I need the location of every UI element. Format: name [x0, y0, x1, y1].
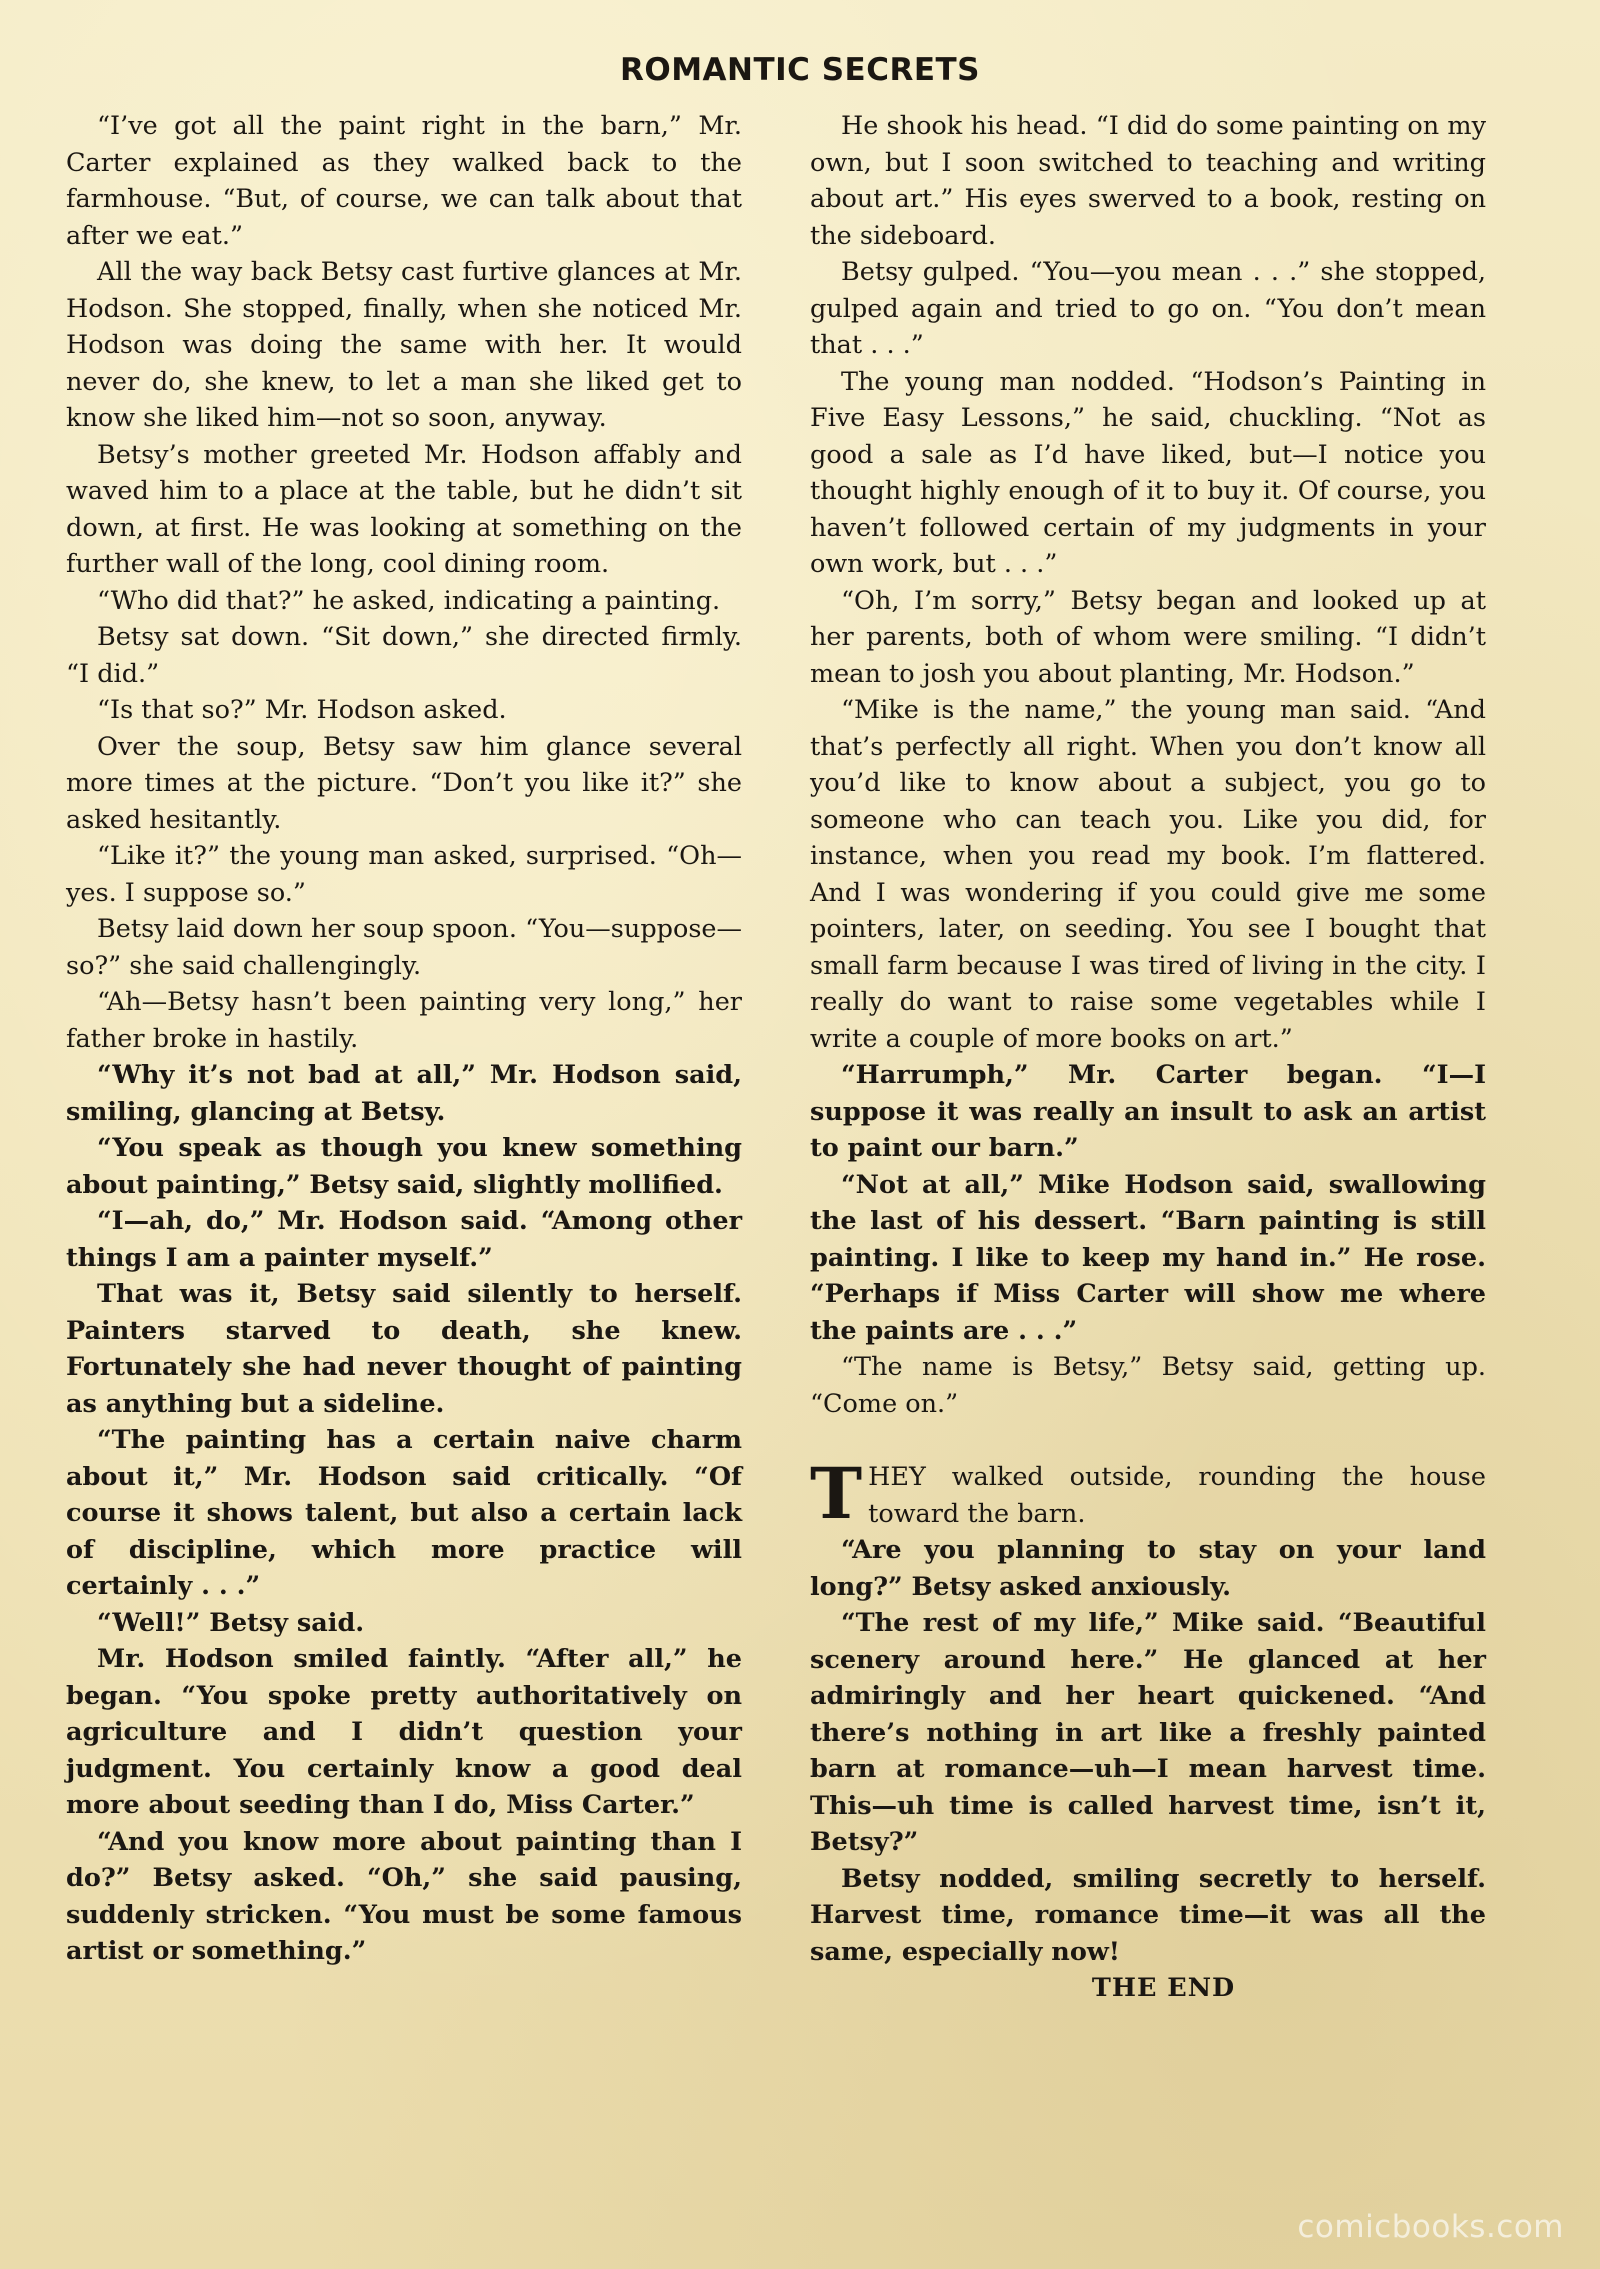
paragraph: “The painting has a certain naive charm about it,” Mr. Hodson said critically. “Of course it shows talent, but also a certain lack of discipline, which more practice will certainly . . .”: [66, 1425, 742, 1601]
paragraph: “I—ah, do,” Mr. Hodson said. “Among other things I am a painter myself.”: [66, 1206, 742, 1273]
paragraph: “Oh, I’m sorry,” Betsy began and looked up at her parents, both of whom were smiling. “I didn’t mean to josh you about planting, Mr. Hodson.”: [810, 585, 1486, 689]
the-end-label: THE END: [1091, 1973, 1236, 2003]
opening-text: HEY walked outside, rounding the house toward the barn.: [868, 1462, 1486, 1529]
paragraph: “Why it’s not bad at all,” Mr. Hodson said, smiling, glancing at Betsy.: [66, 1060, 742, 1127]
section-break: [810, 1422, 1486, 1459]
paragraph: “Mike is the name,” the young man said. “And that’s perfectly all right. When you don’t know all you’d like to know about a subject, you go to someone who can teach you. Like you did, for instance, when you read my book. I’m flattered. And I was wondering if you could give me some pointers, later, on seeding. You see I bought that small farm because I was tired of living in the city. I really do want to raise some vegetables while I write a couple of more books on art.”: [810, 695, 1486, 1054]
paragraph: Betsy gulped. “You—you mean . . .” she stopped, gulped again and tried to go on. “You don’t mean that . . .”: [810, 257, 1486, 360]
paragraph: Over the soup, Betsy saw him glance several more times at the picture. “Don’t you like it?” she asked hesitantly.: [66, 731, 742, 835]
paragraph: Betsy’s mother greeted Mr. Hodson affably and waved him to a place at the table, but he didn’t sit down, at first. He was looking at something on the further wall of the long, cool dining room.: [66, 439, 742, 579]
paragraph: “And you know more about painting than I do?” Betsy asked. “Oh,” she said pausing, suddenly stricken. “You must be some famous artist or something.”: [66, 1826, 742, 1966]
paragraph: That was it, Betsy said silently to herself. Painters starved to death, she knew. Fortunately she had never thought of painting as anything but a sideline.: [66, 1279, 742, 1419]
paragraph: “Like it?” the young man asked, surprised. “Oh—yes. I suppose so.”: [66, 841, 742, 908]
paragraph: The young man nodded. “Hodson’s Painting in Five Easy Lessons,” he said, chuckling. “Not as good a sale as I’d have liked, but—I notice you thought highly enough of it to buy it. Of course, you haven’t followed certain of my judgments in your own work, but . . .”: [810, 366, 1486, 579]
paragraph: “Well!” Betsy said.: [97, 1607, 365, 1638]
paragraph: “The rest of my life,” Mike said. “Beautiful scenery around here.” He glanced at her admiringly and her heart quickened. “And there’s nothing in art like a freshly painted barn at romance—uh—I mean harvest time. This—uh time is called harvest time, isn’t it, Betsy?”: [810, 1608, 1486, 1857]
paragraph: “I’ve got all the paint right in the barn,” Mr. Carter explained as they walked back to the farmhouse. “But, of course, we can talk about that after we eat.”: [66, 111, 742, 251]
section-opening: [810, 1452, 1486, 1535]
paragraph: “The name is Betsy,” Betsy said, getting up. “Come on.”: [810, 1352, 1486, 1419]
paragraph: “Harrumph,” Mr. Carter began. “I—I suppose it was really an insult to ask an artist to paint our barn.”: [810, 1060, 1486, 1163]
paragraph: “Is that so?” Mr. Hodson asked.: [97, 695, 507, 725]
paragraph: “You speak as though you knew something about painting,” Betsy said, slightly mollified.: [66, 1133, 742, 1200]
paragraph: He shook his head. “I did do some painting on my own, but I soon switched to teaching and writing about art.” His eyes swerved to a book, resting on the sideboard.: [810, 111, 1486, 251]
paragraph: “Are you planning to stay on your land long?” Betsy asked anxiously.: [810, 1535, 1486, 1602]
paragraph: Betsy nodded, smiling secretly to herself. Harvest time, romance time—it was all the same, especially now!: [810, 1863, 1486, 1967]
paragraph: Mr. Hodson smiled faintly. “After all,” he began. “You spoke pretty authoritatively on agriculture and I didn’t question your judgment. You certainly know a good deal more about seeding than I do, Miss Carter.”: [66, 1644, 742, 1820]
drop-cap: T: [810, 1452, 863, 1535]
left-column: [66, 108, 742, 1970]
paragraph: “Ah—Betsy hasn’t been painting very long,” her father broke in hastily.: [66, 987, 742, 1054]
paragraph: Betsy sat down. “Sit down,” she directed firmly. “I did.”: [66, 622, 742, 689]
page-header: ROMANTIC SECRETS: [619, 52, 980, 88]
paragraph: “Who did that?” he asked, indicating a painting.: [97, 585, 721, 616]
paragraph: “Not at all,” Mike Hodson said, swallowing the last of his dessert. “Barn painting is still painting. I like to keep my hand in.” He rose. “Perhaps if Miss Carter will show me where the paints are . . .”: [810, 1169, 1486, 1346]
watermark: comicbooks.com: [1297, 2209, 1564, 2245]
paragraph: All the way back Betsy cast furtive glances at Mr. Hodson. She stopped, finally, when she noticed Mr. Hodson was doing the same with her. It would never do, she knew, to let a man she liked get to know she liked him—not so soon, anyway.: [66, 257, 742, 433]
paragraph: Betsy laid down her soup spoon. “You—suppose—so?” she said challengingly.: [66, 914, 742, 981]
right-column: [810, 108, 1486, 2007]
